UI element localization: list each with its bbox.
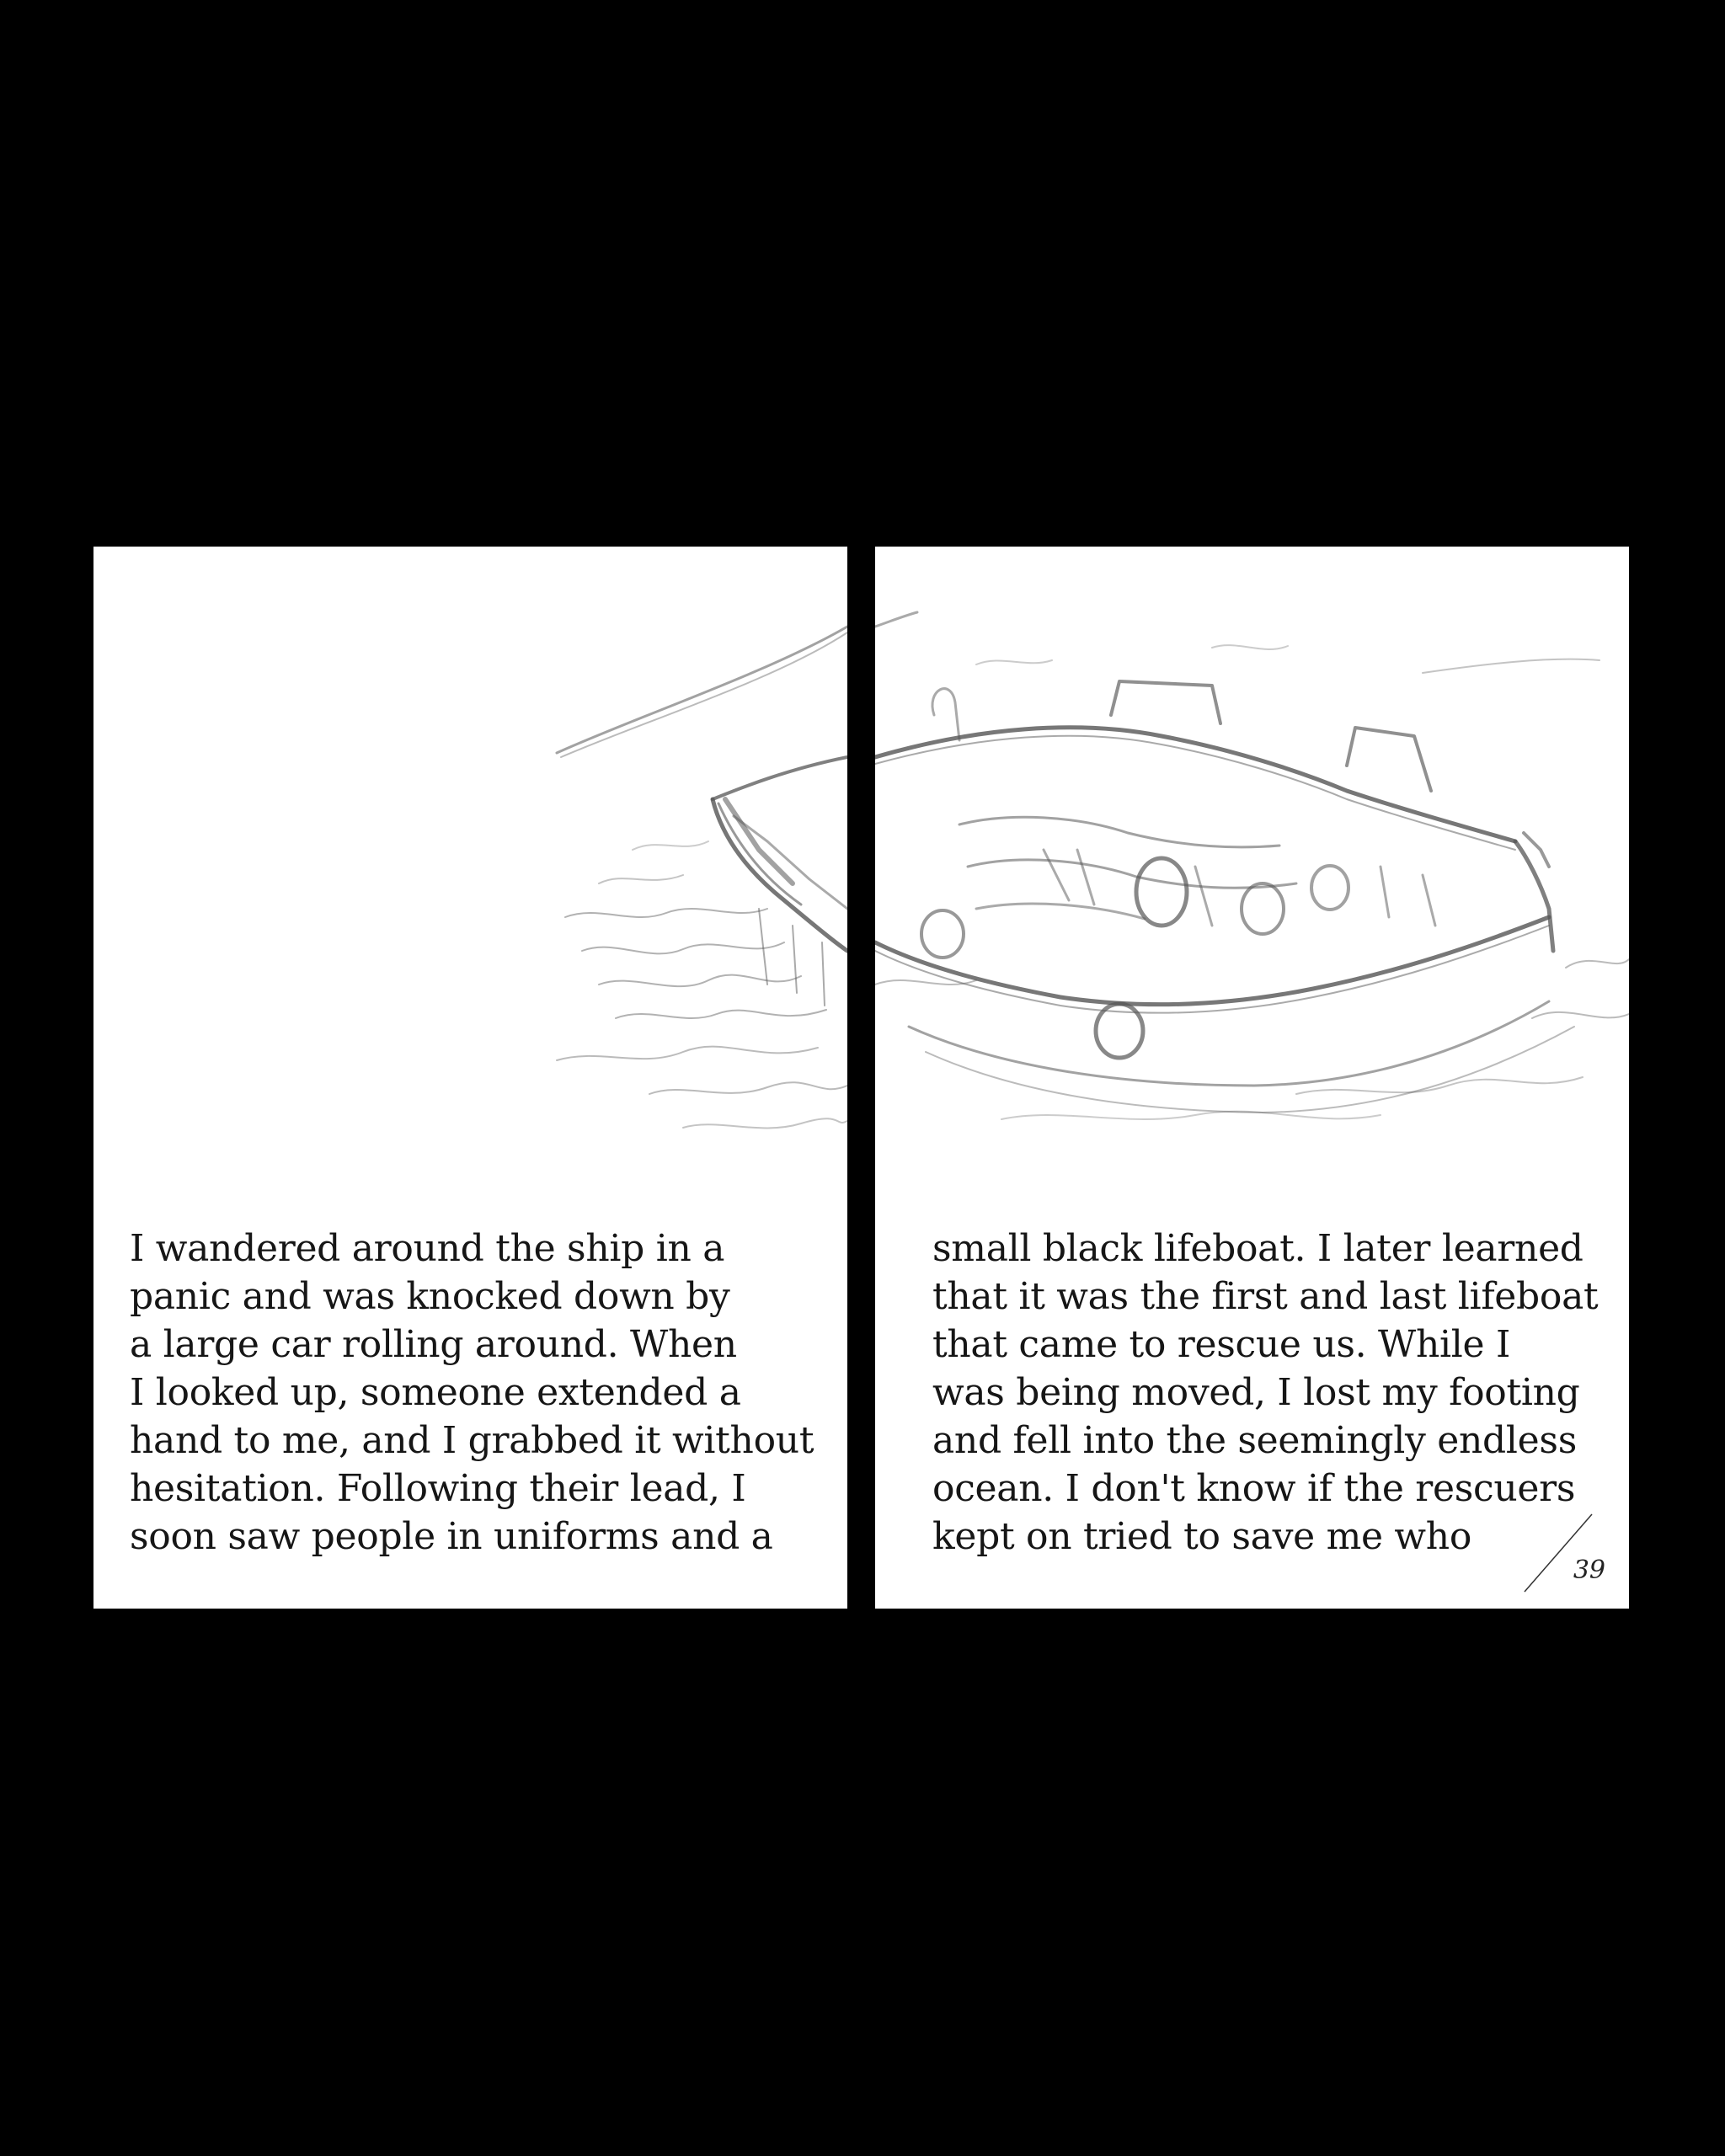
text-line: was being moved, I lost my footing: [932, 1371, 1580, 1414]
right-page: [875, 547, 1629, 1609]
text-line: panic and was knocked down by: [130, 1275, 730, 1318]
page-number: 39: [1573, 1556, 1605, 1585]
text-line: that came to rescue us. While I: [932, 1323, 1511, 1366]
text-line: a large car rolling around. When: [130, 1323, 737, 1366]
text-line: small black lifeboat. I later learned: [932, 1227, 1583, 1270]
text-line: hesitation. Following their lead, I: [130, 1467, 746, 1510]
lifeboat-sketch-left-icon: [93, 547, 847, 1220]
page-number-marker: [1521, 1511, 1614, 1595]
text-line: I looked up, someone extended a: [130, 1371, 741, 1414]
text-line: that it was the first and last lifeboat: [932, 1275, 1599, 1318]
text-line: kept on tried to save me who: [932, 1515, 1472, 1558]
text-line: ocean. I don't know if the rescuers: [932, 1467, 1576, 1510]
lifeboat-sketch-right-icon: [875, 547, 1629, 1220]
text-line: hand to me, and I grabbed it without: [130, 1419, 814, 1462]
text-line: soon saw people in uniforms and a: [130, 1515, 773, 1558]
text-line: I wandered around the ship in a: [130, 1227, 725, 1270]
right-page-body-text: [932, 1225, 1623, 1561]
left-page: [93, 547, 847, 1609]
left-page-body-text: [130, 1225, 837, 1561]
text-line: and fell into the seemingly endless: [932, 1419, 1577, 1462]
